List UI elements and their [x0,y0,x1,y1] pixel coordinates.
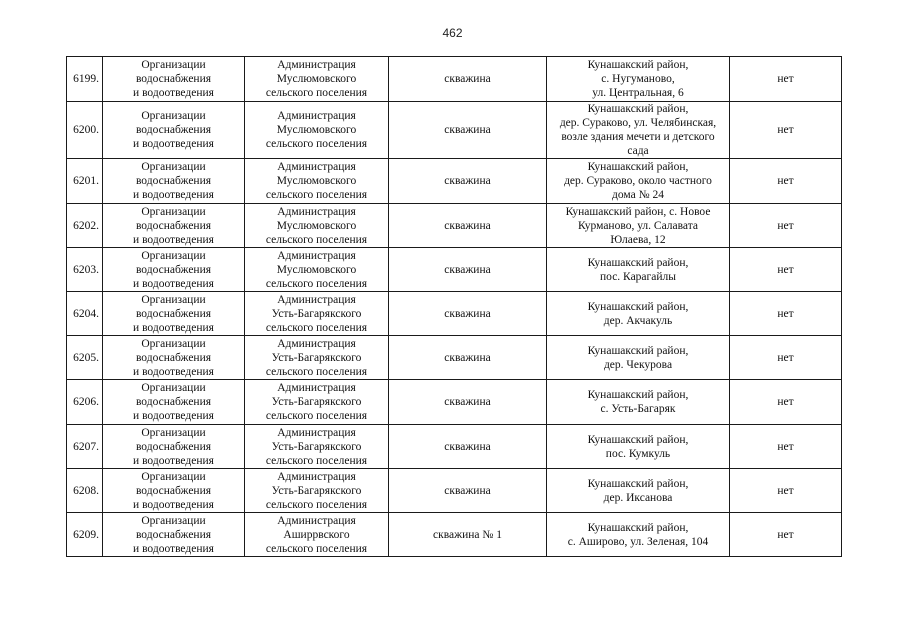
object-cell: скважина [389,469,547,513]
cell-line: Усть-Багарякского [271,307,362,320]
cell-line: сельского поселения [265,454,368,467]
cell-line: Администрация [277,514,356,527]
cell-line: Аширрвского [283,528,350,541]
status-cell: нет [730,513,842,557]
organization-cell [103,159,245,204]
table-row [67,57,842,102]
cell-line: Муслюмовского [276,73,357,85]
row-number: 6202. [67,204,103,248]
cell-line: Усть-Багарякского [271,484,362,497]
cell-line: Администрация [277,382,356,394]
object-cell: скважина [389,380,547,425]
registry-body [67,57,842,557]
administration-cell [245,336,389,380]
table-row [67,513,842,557]
cell-line: водоснабжения [135,484,212,497]
administration-cell [245,57,389,102]
status-cell: нет [730,57,842,102]
cell-line: сельского поселения [265,233,368,246]
status-cell: нет [730,102,842,159]
row-number: 6203. [67,248,103,292]
cell-line: водоснабжения [135,307,212,320]
cell-line: и водоотведения [133,498,214,511]
cell-line: Администрация [277,205,356,218]
cell-line: Кунашакский район, [587,344,689,357]
cell-line: сада [627,145,649,157]
cell-line: Кунашакский район, [587,477,689,490]
cell-line: Организации [141,110,206,122]
cell-line: сельского поселения [265,410,368,422]
cell-line: и водоотведения [133,87,214,99]
address-cell [547,336,730,380]
cell-line: Администрация [277,161,356,173]
cell-line: Администрация [277,293,356,306]
cell-line: сельского поселения [265,498,368,511]
cell-line: Кунашакский район, [587,161,689,173]
cell-line: водоснабжения [135,175,212,187]
cell-line: Администрация [277,337,356,350]
cell-line: Муслюмовского [276,219,357,232]
object-cell: скважина [389,292,547,336]
cell-line: водоснабжения [135,396,212,408]
cell-line: водоснабжения [135,440,212,453]
cell-line: и водоотведения [133,138,214,150]
administration-cell [245,204,389,248]
address-cell [547,159,730,204]
administration-cell [245,102,389,159]
cell-line: сельского поселения [265,87,368,99]
cell-line: возле здания мечети и детского [561,131,715,143]
row-number: 6201. [67,159,103,204]
administration-cell [245,425,389,469]
administration-cell [245,248,389,292]
cell-line: с. Нугуманово, [601,73,675,85]
organization-cell [103,425,245,469]
administration-cell [245,513,389,557]
row-number: 6204. [67,292,103,336]
cell-line: Кунашакский район, [587,433,689,446]
cell-line: Организации [141,426,206,439]
cell-line: водоснабжения [135,73,212,85]
cell-line: Кунашакский район, [587,59,689,71]
cell-line: Кунашакский район, [587,300,689,313]
cell-line: с. Аширово, ул. Зеленая, 104 [567,535,709,548]
address-cell [547,204,730,248]
object-cell: скважина [389,102,547,159]
status-cell: нет [730,292,842,336]
cell-line: и водоотведения [133,189,214,201]
address-cell [547,513,730,557]
cell-line: и водоотведения [133,321,214,334]
cell-line: Организации [141,293,206,306]
cell-line: Усть-Багарякского [271,351,362,364]
cell-line: Администрация [277,110,356,122]
page-number: 462 [442,26,463,40]
table-row [67,292,842,336]
object-cell: скважина [389,248,547,292]
cell-line: дер. Чекурова [603,358,673,371]
cell-line: Организации [141,59,206,71]
row-number: 6205. [67,336,103,380]
cell-line: и водоотведения [133,233,214,246]
cell-line: Усть-Багарякского [271,440,362,453]
cell-line: дер. Акчакуль [603,314,673,327]
organization-cell [103,292,245,336]
organization-cell [103,57,245,102]
address-cell [547,469,730,513]
object-cell: скважина [389,425,547,469]
table-row [67,380,842,425]
cell-line: и водоотведения [133,365,214,378]
table-row [67,102,842,159]
cell-line: Курманово, ул. Салавата [578,219,698,232]
cell-line: Организации [141,205,206,218]
cell-line: Кунашакский район, с. Новое [565,205,711,218]
cell-line: пос. Карагайлы [600,270,676,283]
cell-line: водоснабжения [135,351,212,364]
row-number: 6209. [67,513,103,557]
address-cell [547,380,730,425]
cell-line: дома № 24 [612,189,664,201]
cell-line: и водоотведения [133,454,214,467]
cell-line: ул. Центральная, 6 [592,87,684,99]
address-cell [547,248,730,292]
row-number: 6199. [67,57,103,102]
administration-cell [245,159,389,204]
address-cell [547,425,730,469]
cell-line: водоснабжения [135,219,212,232]
administration-cell [245,469,389,513]
cell-line: дер. Сураково, около частного [564,175,712,187]
administration-cell [245,292,389,336]
cell-line: Организации [141,382,206,394]
organization-cell [103,204,245,248]
object-cell: скважина [389,159,547,204]
cell-line: сельского поселения [265,365,368,378]
cell-line: пос. Кумкуль [605,447,671,460]
registry-table [66,56,842,557]
cell-line: и водоотведения [133,542,214,555]
status-cell: нет [730,204,842,248]
cell-line: Организации [141,337,206,350]
cell-line: Усть-Багарякского [271,396,362,408]
cell-line: Администрация [277,59,356,71]
status-cell: нет [730,425,842,469]
organization-cell [103,469,245,513]
cell-line: Администрация [277,426,356,439]
table-row [67,425,842,469]
object-cell: скважина № 1 [389,513,547,557]
object-cell: скважина [389,336,547,380]
cell-line: Юлаева, 12 [610,233,666,246]
organization-cell [103,336,245,380]
address-cell [547,292,730,336]
cell-line: Муслюмовского [276,124,357,136]
row-number: 6207. [67,425,103,469]
cell-line: Организации [141,161,206,173]
cell-line: дер. Сураково, ул. Челябинская, [559,117,717,129]
cell-line: Организации [141,470,206,483]
object-cell: скважина [389,57,547,102]
cell-line: дер. Иксанова [603,491,673,504]
cell-line: сельского поселения [265,277,368,290]
status-cell: нет [730,336,842,380]
cell-line: сельского поселения [265,321,368,334]
status-cell: нет [730,248,842,292]
status-cell: нет [730,380,842,425]
administration-cell [245,380,389,425]
address-cell [547,102,730,159]
organization-cell [103,248,245,292]
cell-line: Организации [141,249,206,262]
cell-line: и водоотведения [133,410,214,422]
cell-line: сельского поселения [265,138,368,150]
table-row [67,248,842,292]
cell-line: Администрация [277,470,356,483]
cell-line: Организации [141,514,206,527]
row-number: 6206. [67,380,103,425]
cell-line: Кунашакский район, [587,521,689,534]
cell-line: водоснабжения [135,263,212,276]
cell-line: Кунашакский район, [587,389,689,401]
cell-line: Администрация [277,249,356,262]
organization-cell [103,102,245,159]
object-cell: скважина [389,204,547,248]
cell-line: сельского поселения [265,189,368,201]
cell-line: Муслюмовского [276,263,357,276]
row-number: 6200. [67,102,103,159]
table-row [67,159,842,204]
table-row [67,336,842,380]
row-number: 6208. [67,469,103,513]
cell-line: Муслюмовского [276,175,357,187]
status-cell: нет [730,469,842,513]
organization-cell [103,380,245,425]
address-cell [547,57,730,102]
cell-line: Кунашакский район, [587,256,689,269]
cell-line: Кунашакский район, [587,103,689,115]
cell-line: сельского поселения [265,542,368,555]
cell-line: с. Усть-Багаряк [600,403,676,415]
cell-line: и водоотведения [133,277,214,290]
cell-line: водоснабжения [135,528,212,541]
status-cell: нет [730,159,842,204]
table-row [67,204,842,248]
organization-cell [103,513,245,557]
cell-line: водоснабжения [135,124,212,136]
table-row [67,469,842,513]
